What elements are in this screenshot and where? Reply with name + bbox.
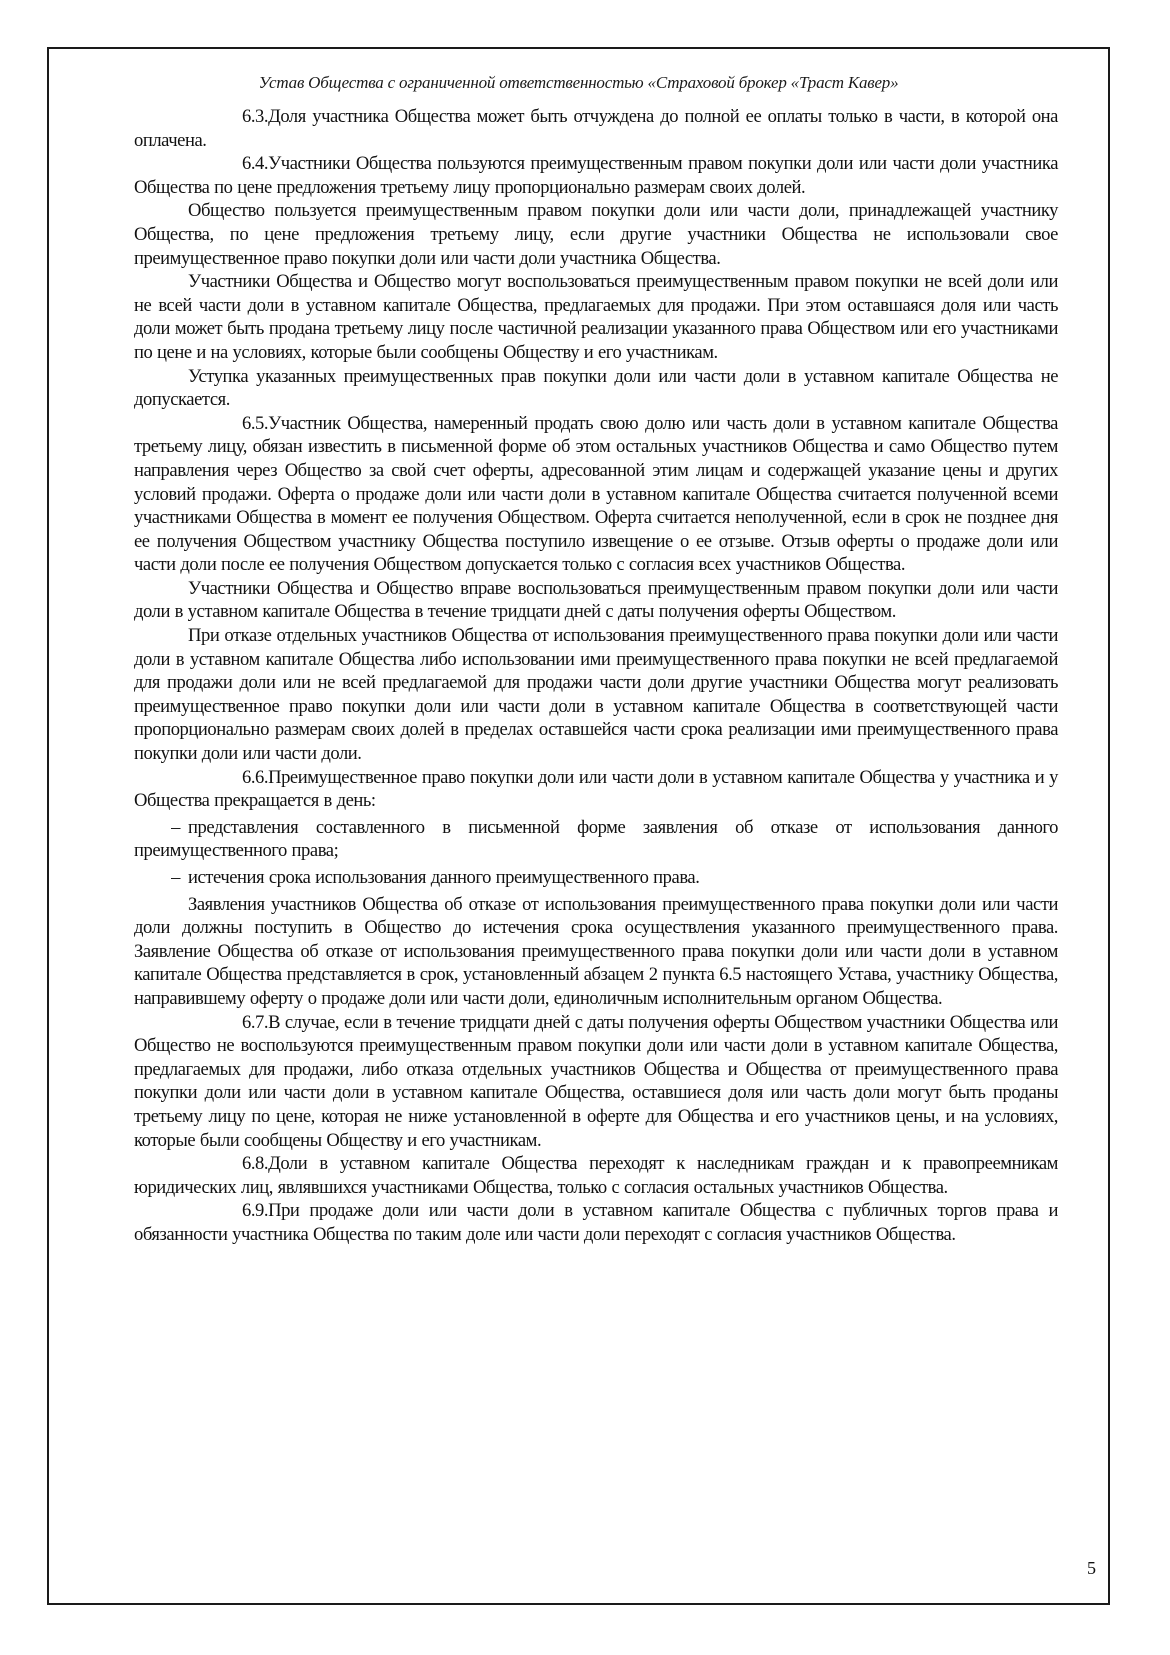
paragraph: При отказе отдельных участников Общества от использования преимущественного права покупки доли или части доли в уставном капитале Общества либо использовании ими преимущественного права покупки не всей предлагаемой для продажи доли или не всей предлагаемой для продажи части доли другие участники Общества могут реализовать преимущественное право покупки доли или части доли в уставном капитале Общества в соответствующей части пропорционально размерам своих долей в пределах оставшейся части срока реализации ими преимущественного права покупки доли или части доли. (134, 625, 1058, 765)
clause-6-4 (134, 152, 1058, 199)
clause-6-5 (134, 412, 1058, 577)
dash-bullet: – (171, 816, 180, 838)
clause-text: В случае, если в течение тридцати дней с даты получения оферты Обществом участники Общества или Общество не воспользуются преимущественным правом покупки доли или части доли в уставном капитале Общества, предлагаемых для продажи, либо отказа отдельных участников Общества и Общества от преимущественного права покупки доли или части доли в уставном капитале Общества, оставшиеся доля или часть доли могут быть проданы третьему лицу по цене, которая не ниже установленной в оферте для Общества и его участников цены, и на условиях, которые были сообщены Обществу и его участникам. (134, 1011, 1058, 1151)
clause-number: 6.7. (242, 1011, 269, 1033)
paragraph: Участники Общества и Общество вправе воспользоваться преимущественным правом покупки доли или части доли в уставном капитале Общества в течение тридцати дней с даты получения оферты Обществом. (134, 577, 1058, 623)
clause-6-9 (134, 1199, 1058, 1246)
dash-bullet: – (171, 867, 180, 888)
clause-number: 6.8. (242, 1153, 269, 1175)
page-frame (47, 47, 1110, 1605)
clause-6-3 (134, 105, 1058, 152)
clause-6-7 (134, 1011, 1058, 1153)
clause-text: При продаже доли или части доли в уставном капитале Общества с публичных торгов права и обязанности участника Общества по таким доле или части доли переходят с согласия участников Общества. (134, 1200, 1058, 1245)
page-number: 5 (1087, 1558, 1096, 1578)
clause-number: 6.5. (242, 412, 269, 434)
clause-text: Участники Общества пользуются преимущественным правом покупки доли или части доли участника Общества по цене предложения третьему лицу пропорционально размерам своих долей. (134, 153, 1058, 198)
paragraph: Уступка указанных преимущественных прав покупки доли или части доли в уставном капитале Общества не допускается. (134, 365, 1058, 411)
clause-text: Доли в уставном капитале Общества переходят к наследникам граждан и к правопреемникам юридических лиц, являвшихся участниками Общества, только с согласия остальных участников Общества. (134, 1153, 1058, 1198)
paragraph: Участники Общества и Общество могут воспользоваться преимущественным правом покупки не всей доли или не всей части доли в уставном капитале Общества, предлагаемых для продажи. При этом оставшаяся доля или часть доли может быть продана третьему лицу после частичной реализации указанного права Обществом или его участниками по цене и на условиях, которые были сообщены Обществу и его участникам. (134, 271, 1058, 363)
document-body (134, 105, 1058, 1247)
clause-text: Участник Общества, намеренный продать свою долю или часть доли в уставном капитале Общества третьему лицу, обязан известить в письменной форме об этом остальных участников Общества и само Общество путем направления через Общество за свой счет оферты, адресованной этим лицам и содержащей указание цены и других условий продажи. Оферта о продаже доли или части доли в уставном капитале Общества считается полученной всеми участниками Общества в момент ее получения Обществом. Оферта считается неполученной, если в срок не позднее дня ее получения Обществом участнику Общества поступило извещение о ее отзыве. Отзыв оферты о продаже доли или части доли после ее получения Обществом допускается только с согласия всех участников Общества. (134, 412, 1058, 576)
list-item-text: истечения срока использования данного преимущественного права. (188, 867, 700, 888)
paragraph: Общество пользуется преимущественным правом покупки доли или части доли, принадлежащей участнику Общества, по цене предложения третьему лицу, если другие участники Общества не использовали свое преимущественное право покупки доли или части доли участника Общества. (134, 200, 1058, 269)
running-header: Устав Общества с ограниченной ответственностью «Страховой брокер «Траст Кавер» (258, 73, 899, 92)
list-item (134, 866, 1058, 890)
list-item (134, 816, 1058, 863)
clause-text: Преимущественное право покупки доли или части доли в уставном капитале Общества у участника и у Общества прекращается в день: (134, 766, 1058, 812)
clause-number: 6.6. (242, 766, 269, 788)
clause-number: 6.9. (242, 1200, 269, 1222)
clause-6-8 (134, 1152, 1058, 1199)
paragraph: Заявления участников Общества об отказе от использования преимущественного права покупки доли или части доли должны поступить в Общество до истечения срока осуществления указанного преимущественного права. Заявление Общества об отказе от использования преимущественного права покупки доли или части доли в уставном капитале Общества представляется в срок, установленный абзацем 2 пункта 6.5 настоящего Устава, участнику Общества, направившему оферту о продаже доли или части доли, единоличным исполнительным органом Общества. (134, 893, 1058, 1009)
clause-number: 6.4. (242, 153, 269, 175)
list-item-text: представления составленного в письменной форме заявления об отказе от использования данного преимущественного права; (134, 816, 1058, 862)
clause-number: 6.3. (242, 106, 269, 127)
clause-6-6 (134, 766, 1058, 813)
clause-text: Доля участника Общества может быть отчуждена до полной ее оплаты только в части, в которой она оплачена. (134, 106, 1058, 151)
